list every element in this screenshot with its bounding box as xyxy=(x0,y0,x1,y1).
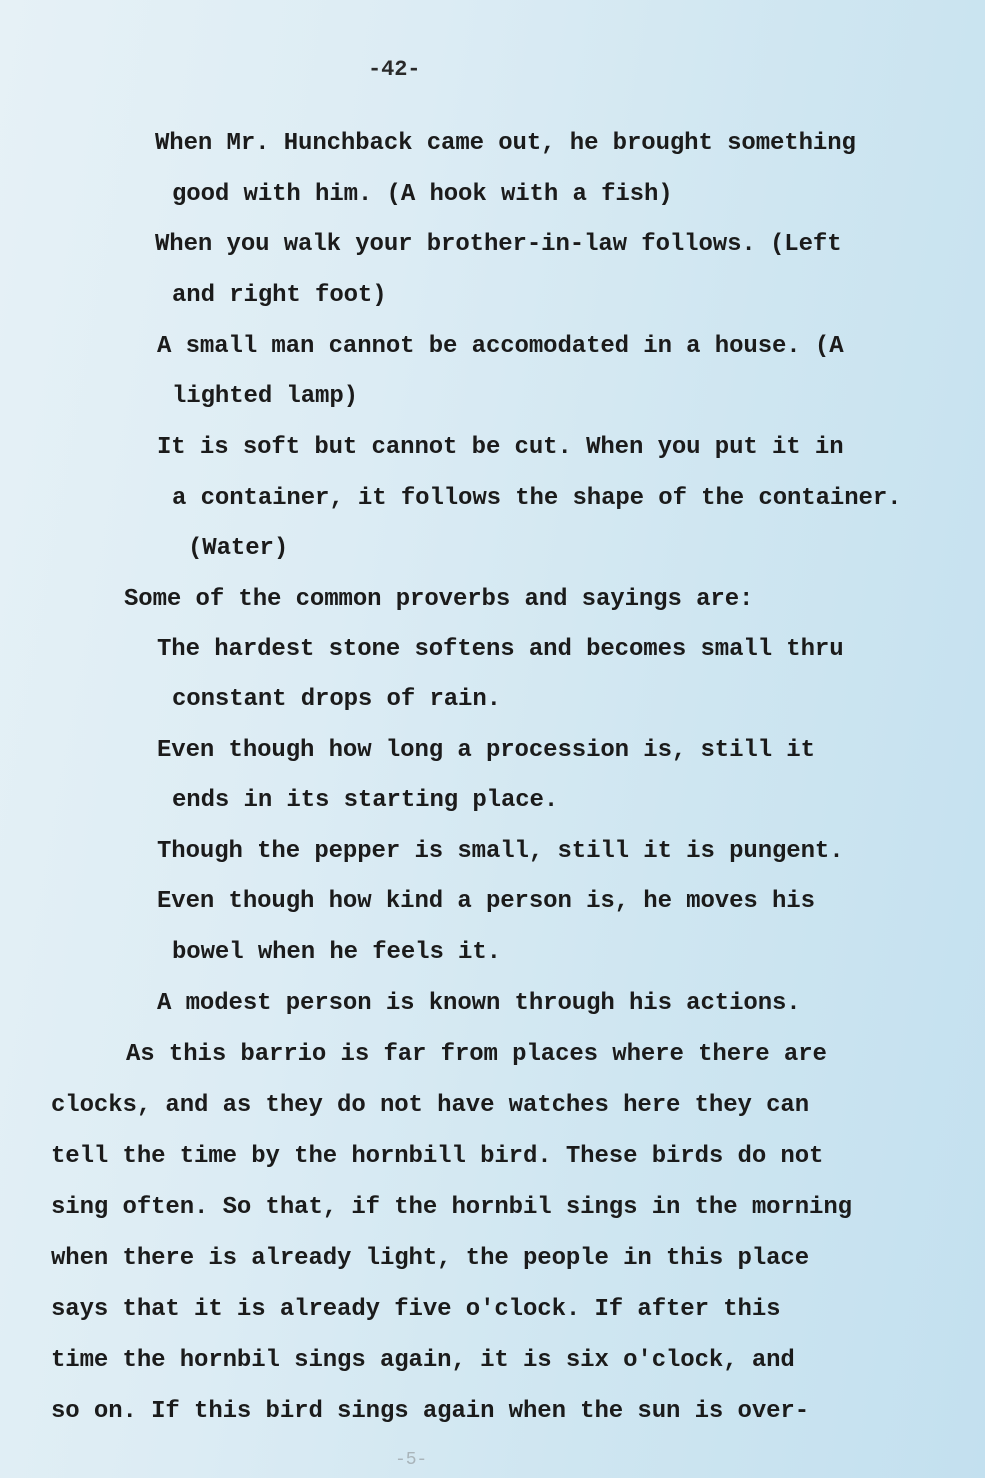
proverb-4-line-2: bowel when he feels it. xyxy=(172,939,501,966)
proverb-3-line-1: Though the pepper is small, still it is pungent. xyxy=(157,838,844,865)
paragraph-line-7: time the hornbil sings again, it is six o'clock, and xyxy=(51,1347,795,1374)
paragraph-line-6: says that it is already five o'clock. If after this xyxy=(51,1296,781,1323)
proverbs-intro: Some of the common proverbs and sayings are: xyxy=(124,586,754,613)
proverb-4-line-1: Even though how kind a person is, he moves his xyxy=(157,888,815,915)
proverb-2-line-1: Even though how long a procession is, still it xyxy=(157,737,815,764)
riddle-4-line-2: a container, it follows the shape of the container. xyxy=(172,485,902,512)
paragraph-line-2: clocks, and as they do not have watches here they can xyxy=(51,1092,810,1119)
riddle-2-line-2: and right foot) xyxy=(172,282,387,309)
riddle-1-line-2: good with him. (A hook with a fish) xyxy=(172,181,673,208)
riddle-4-line-1: It is soft but cannot be cut. When you put it in xyxy=(157,434,844,461)
riddle-3-line-1: A small man cannot be accomodated in a house. (A xyxy=(157,333,844,360)
riddle-4-line-3: (Water) xyxy=(188,535,289,562)
riddle-1-line-1: When Mr. Hunchback came out, he brought something xyxy=(155,130,856,157)
paragraph-line-1: As this barrio is far from places where there are xyxy=(126,1041,827,1068)
proverb-2-line-2: ends in its starting place. xyxy=(172,787,559,814)
proverb-1-line-1: The hardest stone softens and becomes small thru xyxy=(157,636,844,663)
proverb-5-line-1: A modest person is known through his actions. xyxy=(157,990,801,1017)
page-number: -42- xyxy=(368,57,421,82)
paragraph-line-3: tell the time by the hornbill bird. These birds do not xyxy=(51,1143,824,1170)
paragraph-line-8: so on. If this bird sings again when the sun is over- xyxy=(51,1398,810,1425)
paragraph-line-5: when there is already light, the people in this place xyxy=(51,1245,810,1272)
riddle-3-line-2: lighted lamp) xyxy=(172,383,358,410)
footer-mark: -5- xyxy=(395,1450,428,1470)
riddle-2-line-1: When you walk your brother-in-law follows. (Left xyxy=(155,231,842,258)
proverb-1-line-2: constant drops of rain. xyxy=(172,686,501,713)
paragraph-line-4: sing often. So that, if the hornbil sings in the morning xyxy=(51,1194,852,1221)
